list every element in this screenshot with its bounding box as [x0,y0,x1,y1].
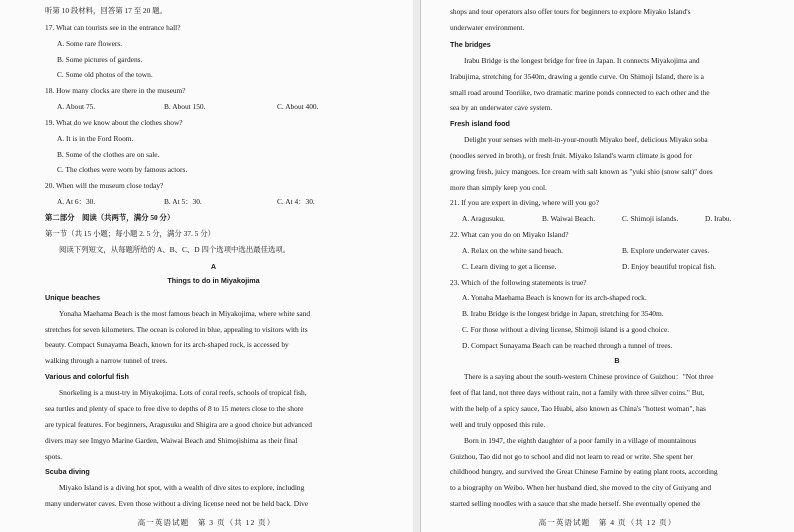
passage-b-label: B [614,356,620,365]
q17-option-b: B. Some pictures of gardens. [57,55,143,64]
food-line-2: (noodles served in broth), or fresh fruit. Miyako Island's warm climate is good for [450,151,693,160]
q19-option-c: C. The clothes were worn by famous actors. [57,165,188,174]
q23-option-b: B. Irabu Bridge is the longest bridge in Japan, stretching for 3540m. [462,309,664,318]
q17-option-a: A. Some rare flowers. [57,39,123,48]
q21-option-b: B. Waiwai Beach. [542,214,596,223]
part2-title: 第二部分 阅读（共两节，满分 50 分） [45,213,175,222]
q23-option-c: C. For those without a diving license, Shimoji island is a good choice. [462,325,670,334]
heading-fresh-food: Fresh island food [450,119,510,128]
right-page-footer: 高一英语试题 第 4 页（共 12 页） [538,518,677,527]
q22-option-a: A. Relax on the white sand beach. [462,246,563,255]
b-line-9: started selling noodles with a sauce that she made herself. She eventually opened the [450,499,701,508]
q19-option-a: A. It is in the Ford Room. [57,134,134,143]
b-line-6: Guizhou, Tao did not go to school and did not learn to read or write. She spent her [450,452,693,461]
beaches-line-2: stretches for seven kilometers. The ocean is colored in blue, appealing to visitors with its [45,325,308,334]
q20-options [57,197,382,207]
b-line-3: with the help of a spicy sauce, Tao Huabi, also known as China's "hottest woman", has [450,404,706,413]
q19-option-b: B. Some of the clothes are on sale. [57,150,160,159]
section-note: 听第 10 段材料，回答第 17 至 20 题。 [45,6,167,15]
q21-stem: 21. If you are expert in diving, where will you go? [450,198,600,207]
q20-option-b: B. At 5：30. [164,197,202,206]
b-line-7: childhood hungry, and survived the Great Chinese Famine by eating plant roots, according [450,467,718,476]
bridges-line-1: Irabu Bridge is the longest bridge for free in Japan. It connects Miyakojima and [464,56,700,65]
bridges-line-4: sea by an underwater cave system. [450,103,553,112]
q22-option-b: B. Explore underwater caves. [622,246,710,255]
food-line-4: more than simply keep you cool. [450,183,547,192]
fish-line-1: Snorkeling is a must-try in Miyakojima. Lots of coral reefs, schools of tropical fish, [59,388,307,397]
b-line-5: Born in 1947, the eighth daughter of a poor family in a village of mountainous [464,436,697,445]
food-line-1: Delight your senses with melt-in-your-mouth Miyako beef, delicious Miyako soba [464,135,708,144]
heading-various-fish: Various and colorful fish [45,372,129,381]
q17-stem: 17. What can tourists see in the entrance hall? [45,23,181,32]
beaches-line-3: beauty. Compact Sunayama Beach, known for its arch-shaped rock, is accessed by [45,340,289,349]
q21-option-c: C. Shimoji islands. [622,214,679,223]
food-line-3: growing fresh, juicy mangoes. Ice cream with salt known as "yuki shio (snow salt)" does [450,167,713,176]
part2-subtitle: 第一节（共 15 小题；每小题 2. 5 分，满分 37. 5 分） [45,229,215,238]
q18-option-c: C. About 400. [277,102,319,111]
fish-line-3: are typical features. For beginners, Aragusuku and Shigira are a good choice but advanced [45,420,312,429]
q22-options-row2 [462,262,784,272]
q18-stem: 18. How many clocks are there in the museum? [45,86,186,95]
q23-option-d: D. Compact Sunayama Beach can be reached through a tunnel of trees. [462,341,673,350]
q18-options [57,102,382,112]
b-line-8: to a biography on Weibo. When her husband died, she moved to the city of Guiyang and [450,483,712,492]
b-line-4: well and truly opposed this rule. [450,420,546,429]
q21-option-d: D. Irabu. [705,214,732,223]
bridges-line-2: Irabujima, stretching for 3540m, drawing a gentle curve. On Shimoji Island, there is a [450,72,704,81]
diving-line-2: many underwater caves. Even those without a diving license need not be held back. Dive [45,499,309,508]
q18-option-a: A. About 75. [57,102,96,111]
q21-options [462,214,784,224]
passage-a-title: Things to do in Miyakojima [167,276,260,285]
q17-option-c: C. Some old photos of the town. [57,70,153,79]
q19-stem: 19. What do we know about the clothes show? [45,118,183,127]
part2-instruction: 阅读下列短文，从每题所给的 A、B、C、D 四个选项中选出最佳选项。 [59,245,291,254]
q18-option-b: B. About 150. [164,102,206,111]
diving-cont-line-1: shops and tour operators also offer tours for beginners to explore Miyako Island's [450,7,691,16]
heading-unique-beaches: Unique beaches [45,293,101,302]
diving-line-1: Miyako Island is a diving hot spot, with a wealth of dive sites to explore, including [59,483,305,492]
q22-option-d: D. Enjoy beautiful tropical fish. [622,262,717,271]
q20-option-a: A. At 6：30. [57,197,96,206]
q23-stem: 23. Which of the following statements is true? [450,278,587,287]
fish-line-2: sea turtles and plenty of space to free dive to depths of 8 to 15 meters close to the shore [45,404,304,413]
fish-line-5: spots. [45,452,63,461]
diving-cont-line-2: underwater environment. [450,23,525,32]
b-line-2: feet of flat land, not three days without rain, not a family with three silver coins." But, [450,388,705,397]
q23-option-a: A. Yonaha Maehama Beach is known for its arch-shaped rock. [462,293,647,302]
q22-stem: 22. What can you do on Miyako Island? [450,230,569,239]
q21-option-a: A. Aragusuku. [462,214,505,223]
b-line-1: There is a saying about the south-western Chinese province of Guizhou："Not three [464,372,714,381]
heading-bridges: The bridges [450,40,491,49]
fish-line-4: divers may see Imgyo Marine Garden, Waiwai Beach and Shimojishima as their final [45,436,298,445]
q22-options-row1 [462,246,784,256]
left-page-footer: 高一英语试题 第 3 页（共 12 页） [137,518,276,527]
q22-option-c: C. Learn diving to get a license. [462,262,557,271]
right-page [420,0,794,532]
beaches-line-1: Yonaha Maehama Beach is the most famous beach in Miyakojima, where white sand [59,309,311,318]
q20-stem: 20. When will the museum close today? [45,181,164,190]
passage-a-label: A [210,262,217,271]
beaches-line-4: walking through a narrow tunnel of trees. [45,356,168,365]
q20-option-c: C. At 4：30. [277,197,315,206]
heading-scuba-diving: Scuba diving [45,467,90,476]
bridges-line-3: small road around Tooriike, two dramatic marine ponds connected to each other and the [450,88,710,97]
